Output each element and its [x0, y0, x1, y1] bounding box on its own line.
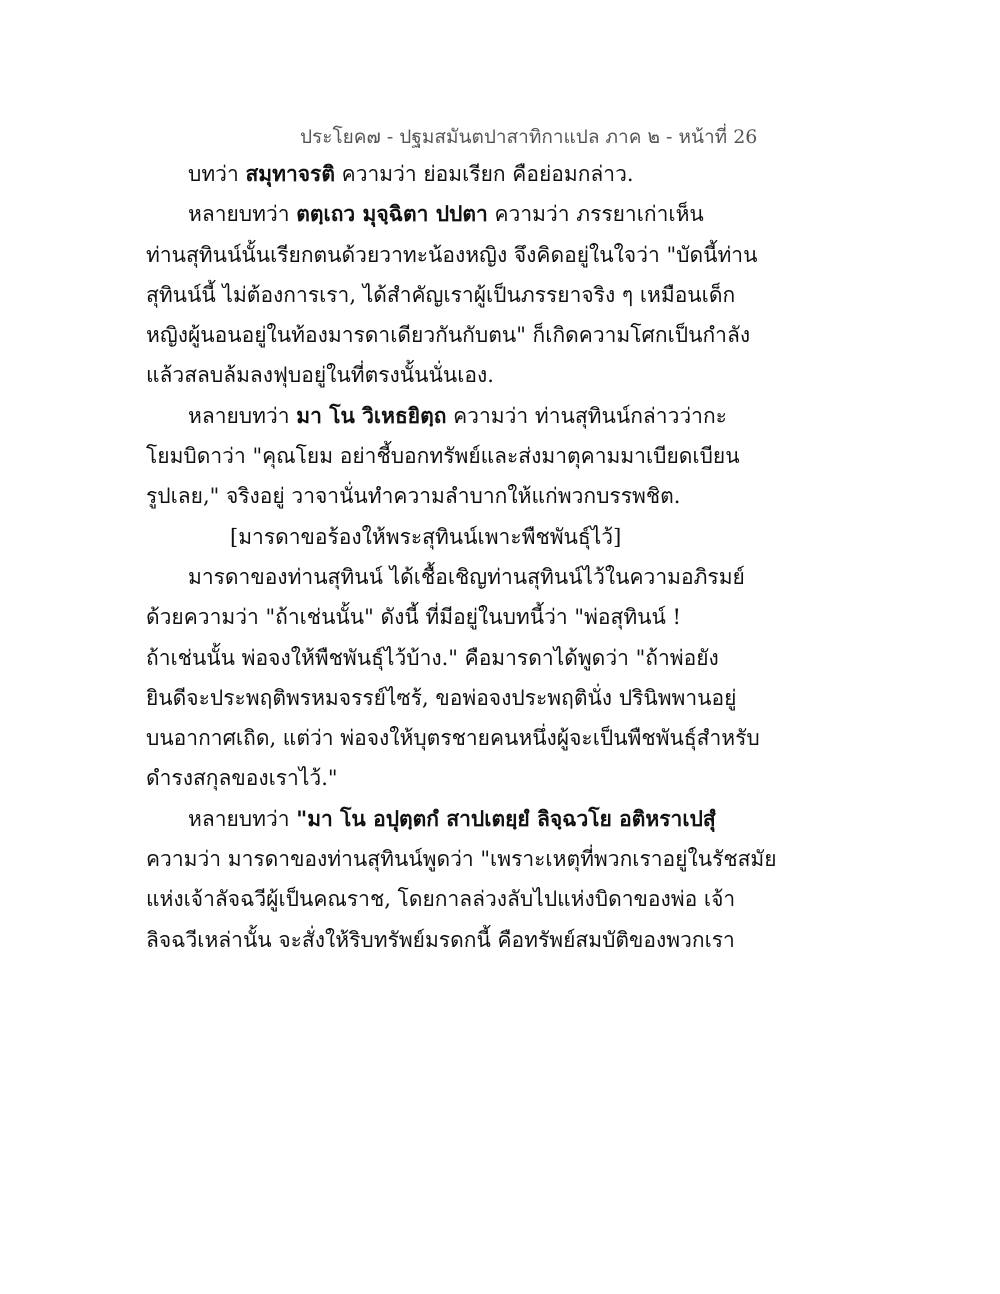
text-line: ท่านสุทินน์นั้นเรียกตนด้วยวาทะน้องหญิง จึงคิดอยู่ในใจว่า "บัดนี้ท่าน — [146, 242, 758, 267]
text-line: โยมบิดาว่า "คุณโยม อย่าชี้บอกทรัพย์และส่งมาตุคามมาเบียดเบียน — [146, 444, 740, 469]
text-line: แห่งเจ้าลัจฉวีผู้เป็นคณราช, โดยกาลล่วงลับไปแห่งบิดาของพ่อ เจ้า — [146, 887, 736, 912]
text-line: มารดาของท่านสุทินน์ ได้เชื้อเชิญท่านสุทินน์ไว้ในความอภิรมย์ — [188, 564, 745, 589]
text-line — [146, 396, 727, 436]
text-span: ความว่า ท่านสุทินน์กล่าวว่ากะ — [446, 403, 727, 428]
text-line: ยินดีจะประพฤติพรหมจรรย์ไซร้, ขอพ่อจงประพฤตินั่ง ปรินิพพานอยู่ — [146, 685, 737, 710]
text-line: ดำรงสกุลของเราไว้." — [146, 766, 338, 791]
text-span: หลายบทว่า — [188, 202, 297, 227]
body-text — [146, 154, 777, 960]
text-line: หญิงผู้นอนอยู่ในท้องมารดาเดียวกันกับตน" ก็เกิดความโศกเป็นกำลัง — [146, 323, 751, 348]
text-line — [146, 799, 716, 839]
text-span: ความว่า ย่อมเรียก คือย่อมกล่าว. — [334, 162, 634, 186]
text-span: บทว่า — [188, 162, 246, 186]
text-span: หลายบทว่า — [188, 403, 297, 428]
text-line: บนอากาศเถิด, แต่ว่า พ่อจงให้บุตรชายคนหนึ่งผู้จะเป็นพืชพันธุ์สำหรับ — [146, 726, 760, 751]
text-line: รูปเลย," จริงอยู่ วาจานั่นทำความลำบากให้แก่พวกบรรพชิต. — [146, 484, 681, 509]
text-line: ลิจฉวีเหล่านั้น จะสั่งให้ริบทรัพย์มรดกนี้ คือทรัพย์สมบัติของพวกเรา — [146, 927, 735, 952]
text-line: สุทินน์นี้ ไม่ต้องการเรา, ได้สำคัญเราผู้เป็นภรรยาจริง ๆ เหมือนเด็ก — [146, 282, 736, 307]
pali-term: สมุทาจรติ — [245, 161, 335, 186]
pali-term: มา โน วิเหธยิตฺถ — [296, 402, 447, 428]
text-line: ถ้าเช่นนั้น พ่อจงให้พืชพันธุ์ไว้บ้าง." คือมารดาได้พูดว่า "ถ้าพ่อยัง — [146, 645, 719, 670]
pali-term: "มา โน อปุตฺตกํ สาปเตยฺยํ ลิจฺฉวโย อติหราเปสุํ — [296, 805, 716, 831]
text-span: ความว่า ภรรยาเก่าเห็น — [487, 202, 704, 227]
running-head: ประโยค๗ - ปฐมสมันตปาสาทิกาแปล ภาค ๒ - หน้าที่ 26 — [300, 126, 758, 148]
text-line: ด้วยความว่า "ถ้าเช่นนั้น" ดังนี้ ที่มีอยู่ในบทนี้ว่า "พ่อสุทินน์ ! — [146, 605, 681, 630]
text-line: แล้วสลบล้มลงฟุบอยู่ในที่ตรงนั้นนั่นเอง. — [146, 363, 494, 388]
pali-term: ตตฺเถว มุจฺฉิตา ปปตา — [296, 201, 488, 227]
text-line: ความว่า มารดาของท่านสุทินน์พูดว่า "เพราะเหตุที่พวกเราอยู่ในรัชสมัย — [146, 847, 777, 872]
section-heading: [มารดาขอร้องให้พระสุทินน์เพาะพืชพันธุ์ไว้] — [230, 524, 622, 549]
text-line — [146, 194, 706, 234]
text-span: หลายบทว่า — [188, 806, 297, 831]
text-line — [146, 154, 706, 194]
